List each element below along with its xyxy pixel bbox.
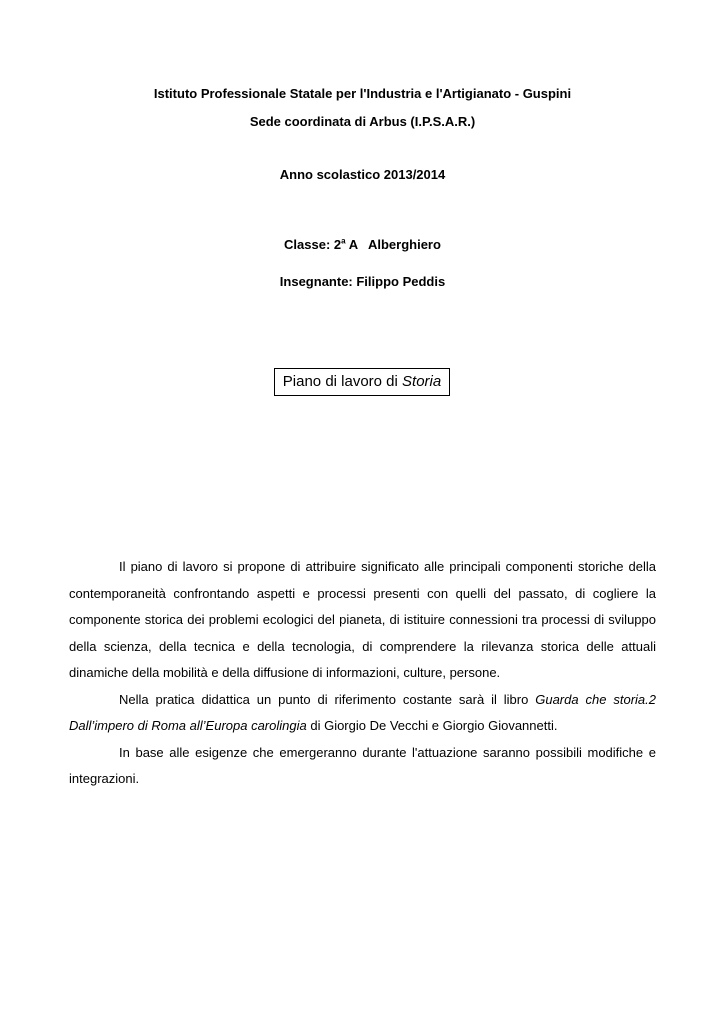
- title-prefix: Piano di lavoro di: [282, 373, 403, 390]
- paragraph-changes: In base alle esigenze che emergeranno durante l'attuazione saranno possibili modifiche e integrazioni.: [69, 744, 656, 786]
- institute-name: Istituto Professionale Statale per l'Industria e l'Artigianato - Guspini: [153, 86, 572, 101]
- title-subject: Storia: [402, 373, 442, 390]
- school-year: Anno scolastico 2013/2014: [279, 167, 446, 182]
- school-site: Sede coordinata di Arbus (I.P.S.A.R.): [249, 114, 476, 129]
- textbook-title: Guarda che storia.2 Dall’impero di Roma all’Europa carolingia: [69, 691, 656, 733]
- paragraph-textbook-end: di Giorgio De Vecchi e Giorgio Giovannetti.: [306, 718, 558, 733]
- document-title: [274, 368, 450, 396]
- class-suffix: A Alberghiero: [345, 237, 441, 252]
- teacher-name: Insegnante: Filippo Peddis: [279, 274, 446, 289]
- paragraph-textbook: [69, 687, 656, 740]
- class-ordinal: a: [341, 236, 346, 246]
- body-text: [69, 554, 656, 793]
- class-prefix: Classe: 2: [284, 237, 342, 252]
- class-info: [0, 237, 725, 252]
- paragraph-textbook-start: Nella pratica didattica un punto di riferimento costante sarà il libro: [119, 691, 536, 707]
- paragraph-intro: Il piano di lavoro si propone di attribuire significato alle principali componenti storiche della contemporaneità confrontando aspetti e processi presenti con quelli del passato, di cogliere la componente storica dei problemi ecologici del pianeta, di istituire connessioni tra processi di sviluppo della scienza, della tecnica e della tecnologia, di comprendere la rilevanza storica delle attuali dinamiche della mobilità e della diffusione di informazioni, culture, persone.: [69, 559, 656, 680]
